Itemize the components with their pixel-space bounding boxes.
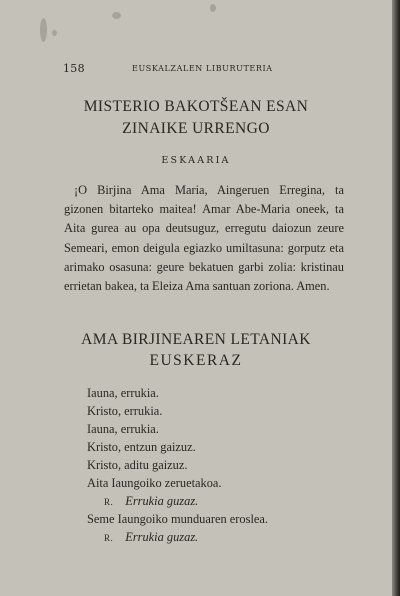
litany-invocation: Iauna, errukia. bbox=[87, 422, 159, 436]
response-mark: R. bbox=[104, 497, 114, 507]
litany-title-line-1: AMA BIRJINEAREN LETANIAK bbox=[81, 331, 311, 348]
litany-invocation: Aita Iaungoiko zeruetakoa. bbox=[87, 476, 222, 490]
response-text: Errukia guzaz. bbox=[125, 494, 199, 508]
litany-invocation: Kristo, aditu gaizuz. bbox=[87, 458, 188, 472]
subheading: ESKAARIA bbox=[161, 155, 231, 166]
page-stain bbox=[52, 30, 57, 36]
litany-invocation: Kristo, errukia. bbox=[87, 404, 163, 418]
response-text: Errukia guzaz. bbox=[125, 530, 199, 544]
page-number: 158 bbox=[63, 62, 85, 75]
response-mark: R. bbox=[104, 533, 114, 543]
page-stain bbox=[40, 18, 47, 42]
page-stain bbox=[112, 12, 121, 19]
litany-response bbox=[104, 530, 198, 545]
litany-title-line-2: EUSKERAZ bbox=[149, 352, 243, 369]
prayer-paragraph: ¡O Birjina Ama Maria, Aingeruen Erregina, ta gizonen bitarteko maitea! Amar Abe-Maria oneek, ta Aita gurea au opa deutsuguz, erregutu daiozun zeure Semeari, emon deigula egiazko umiltasuna: gorputz eta arimako osasuna: geure bekatuen garbi zolia: kristinau errietan bakea, ta Eleiza Ama santuan zoriona. Amen. bbox=[64, 183, 344, 294]
litany-invocation: Kristo, entzun gaizuz. bbox=[87, 440, 196, 454]
litany-invocation: Seme Iaungoiko munduaren eroslea. bbox=[87, 512, 268, 526]
page-header bbox=[0, 62, 392, 76]
section-title-line-2: ZINAIKE URRENGO bbox=[122, 120, 270, 137]
book-spine-shadow bbox=[392, 0, 400, 596]
section-title-line-1: MISTERIO BAKOTŠEAN ESAN bbox=[83, 98, 309, 115]
page-stain bbox=[210, 4, 216, 12]
litany-invocation: Iauna, errukia. bbox=[87, 386, 159, 400]
running-head: EUSKALZALEN LIBURUTERIA bbox=[132, 64, 273, 73]
litany-response bbox=[104, 494, 198, 509]
